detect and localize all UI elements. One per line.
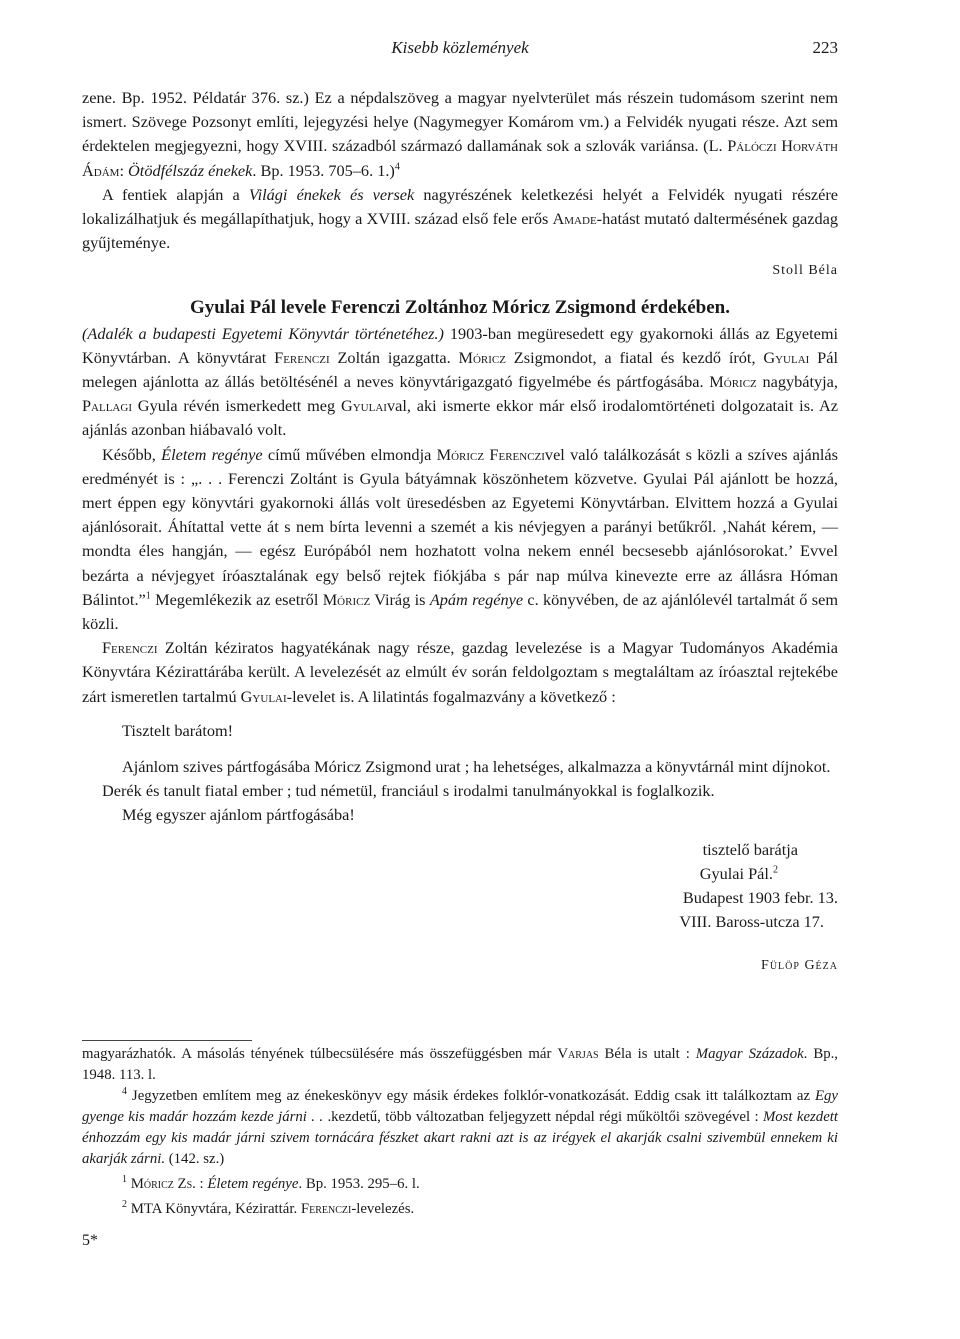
- song-text: Most kezdett énhozzám egy kis madár járni szivem tornácára fészket akart rakni azt is az irégyek el akarják csalni szivembül ennekem ki akarják zárni.: [82, 1109, 838, 1167]
- footnote-ref: 4: [394, 161, 400, 173]
- text-run: c. könyvében, de az ajánlólevél tartalmát ő sem közli.: [82, 589, 838, 634]
- text-run: Virág is: [370, 589, 430, 609]
- text-run: Jegyzetben említem meg az énekeskönyv egy másik érdekes folklór-vonatkozását. Eddig csak itt találkoztam az: [127, 1088, 815, 1104]
- closing-line: tisztelő barátja: [702, 839, 798, 859]
- text-run: -hatást mutató daltermésének gazdag gyűjteménye.: [82, 209, 838, 253]
- footnote-1: [82, 1174, 838, 1195]
- footnote-divider: [82, 1040, 252, 1041]
- text-run: Megemlékezik az esetről: [150, 589, 323, 609]
- text-run: Zoltán kéziratos hagyatékának nagy része, gazdag levelezése is a Magyar Tudományos Akadémia Könyvtára Kézirattárába került. A levelezését az elmúlt év során feldolgoztam s megtaláltam az íróasztal rejtekébe zárt ismeretlen tartalmú: [82, 638, 838, 706]
- letter-paragraph: Ajánlom szives pártfogásába Móricz Zsigmond urat ; ha lehetséges, alkalmazza a könyvtárnál mint díjnokot. Derék és tanult fiatal ember ; tud németül, franciául s irodalmi tanulmányokkal is foglalkozik.: [102, 757, 831, 801]
- text-run: Gyula révén ismerkedett meg: [132, 396, 341, 416]
- text-run: MTA Könyvtára, Kézirattár.: [127, 1201, 301, 1217]
- person-name: Ferenczi: [300, 1201, 352, 1217]
- footnote-number: 4: [122, 1086, 127, 1098]
- text-run: nagybátyja,: [756, 372, 838, 392]
- book-title: Ötödfélszáz énekek: [128, 160, 253, 180]
- footnote-number: 1: [122, 1174, 127, 1186]
- section-paragraph-1: [82, 322, 838, 443]
- text-run: Zoltán igazgatta.: [329, 347, 459, 367]
- running-head: [82, 38, 838, 66]
- text-run: 1903-ban megüresedett egy gyakornoki állás az Egyetemi Könyvtárban. A könyvtárat: [82, 323, 839, 367]
- closing-line: VIII. Baross-utcza 17.: [679, 911, 824, 931]
- footnote-2: [82, 1199, 838, 1220]
- footnote-number: 2: [122, 1199, 127, 1211]
- song-title: Egy gyenge kis madár hozzám kezde járni . .: [82, 1088, 838, 1125]
- footnote-ref: 1: [145, 590, 151, 602]
- closing-line: Budapest 1903 febr. 13.: [682, 887, 838, 907]
- text-run: -levelezés.: [351, 1201, 415, 1217]
- footnote-continued: [82, 1044, 838, 1086]
- person-name: Gyulai: [763, 347, 810, 367]
- letter-body: [82, 755, 838, 828]
- person-name: Móricz: [458, 347, 506, 367]
- text-run: :: [119, 160, 129, 180]
- closing-name: Gyulai Pál.: [699, 863, 773, 883]
- section-paragraph-3: [82, 636, 838, 709]
- printer-signature-mark: 5*: [82, 1232, 98, 1249]
- text-run: val, aki ismerte ekkor már első irodalomtörténeti dolgozatait is. Az ajánlás azonban hiábavaló volt.: [82, 396, 838, 440]
- text-run: :: [195, 1176, 208, 1192]
- closing-line: [82, 862, 838, 886]
- article-body: [82, 86, 838, 709]
- footnotes: [82, 1044, 838, 1220]
- person-name: Móricz Zs.: [130, 1176, 196, 1192]
- letter-greeting: Tisztelt barátom!: [122, 720, 234, 740]
- footnote-4: [82, 1086, 838, 1170]
- text-run: . Bp. 1953. 295–6. l.: [298, 1176, 420, 1192]
- person-name: Gyulai: [340, 396, 387, 416]
- section-paragraph-2: [82, 443, 838, 637]
- person-name: Varjas: [557, 1046, 599, 1062]
- section-heading: Gyulai Pál levele Ferenczi Zoltánhoz Móricz Zsigmond érdekében.: [189, 296, 730, 318]
- text-run: . Bp. 1953. 705–6. 1.): [252, 160, 395, 180]
- text-run: A fentiek alapján a: [102, 184, 249, 204]
- quoted-letter: [82, 719, 838, 978]
- text-run: című művében elmondja: [262, 444, 437, 464]
- journal-title: Magyar Századok: [695, 1046, 804, 1062]
- text-run: magyarázhatók. A másolás tényének túlbecsülésére más összefüggésben már: [82, 1046, 558, 1062]
- text-run: (142. sz.): [165, 1151, 225, 1167]
- text-run: zene. Bp. 1952. Példatár 376. sz.) Ez a népdalszöveg a magyar nyelvterület más részein tudomásom szerint nem ismert. Szövege Pozsonyt említi, lejegyzési helye (Nagymegyer Komárom vm.) a Felvidék nyugati része. Azt sem érdektelen megjegyezni, hogy XVIII. századból származó dallamának sok a szlovák variánsa. (L.: [82, 88, 838, 156]
- person-name: Pallagi: [82, 396, 132, 416]
- book-title: Világi énekek és versek: [248, 184, 415, 204]
- person-name: Gyulai: [240, 686, 287, 706]
- text-run: Zsigmondot, a fiatal és kezdő írót,: [505, 347, 764, 367]
- book-title: Apám regénye: [429, 589, 524, 609]
- text-run: Pál melegen ajánlotta az állás betöltésénél a neves könyvtárigazgató figyelmébe és pártfogásába.: [82, 347, 838, 392]
- text-run: Béla is utalt :: [598, 1046, 696, 1062]
- text-run: nagyrészének keletkezési helyét a Felvidék nyugati részére lokalizálhatjuk és megállapíthatjuk, hogy a XVIII. század első fele erős: [82, 184, 839, 229]
- person-name: Móricz: [436, 444, 485, 464]
- letter-closing: [82, 838, 838, 934]
- intro-paragraph-1: [82, 86, 838, 183]
- page-number: 223: [812, 38, 838, 57]
- intro-paragraph-2: [82, 183, 838, 256]
- person-name: Móricz: [322, 589, 371, 609]
- footnote-ref: 2: [773, 864, 778, 876]
- book-title: Életem regénye: [207, 1176, 299, 1192]
- author-signature: Fülöp Géza: [761, 957, 838, 973]
- page: [82, 38, 838, 978]
- person-name: Móricz: [709, 372, 757, 392]
- person-name: Ferenczi: [489, 444, 545, 464]
- source-note: (Adalék a budapesti Egyetemi Könyvtár történetéhez.): [82, 323, 444, 343]
- text-run: . Bp., 1948. 113. l.: [82, 1046, 838, 1083]
- book-title: Életem regénye: [161, 444, 263, 464]
- person-name: Ferenczi: [102, 638, 158, 658]
- text-run: Később,: [102, 444, 162, 464]
- author-name: Pálóczi Horváth Ádám: [82, 136, 838, 180]
- text-run: -levelet is. A lilatintás fogalmazvány a következő :: [286, 686, 616, 706]
- text-run: .kezdetű, több változatban feljegyzett népdal régi műköltői szövegével :: [323, 1109, 763, 1125]
- running-title: Kisebb közlemények: [391, 38, 529, 57]
- person-name: Ferenczi: [274, 347, 330, 367]
- text-run: vel való találkozását s közli a szíves ajánlás eredményét is : „. . . Ferenczi Zoltánt is Gyula bátyámnak köszönhetem közvetve. Gyulai Pál ajánlott be hozzá, mert éppen egy könyvtári gyakornoki állás volt üresedésben az Egyetemi Könyvtárban. Elvittem hozzá a Gyulai ajánlósorait. Áhítattal vette át s nem bírta levenni a szemét a kis névjegyen a parányi betűkről. ‚Nahát kérem, — mondta éles hangján, — egész Európából nem hozhatott volna nekem ennél becsesebb ajánlósorokat.’ Evvel bezárta a névjegyet íróasztalának egy belső rejtek fiókjába s pár nap múlva kinevezte erre az állásra Hóman Bálintot.”: [82, 444, 838, 609]
- author-signature: Stoll Béla: [772, 263, 838, 279]
- letter-paragraph: Még egyszer ajánlom pártfogásába!: [122, 805, 355, 825]
- author-name: Amade: [552, 209, 597, 229]
